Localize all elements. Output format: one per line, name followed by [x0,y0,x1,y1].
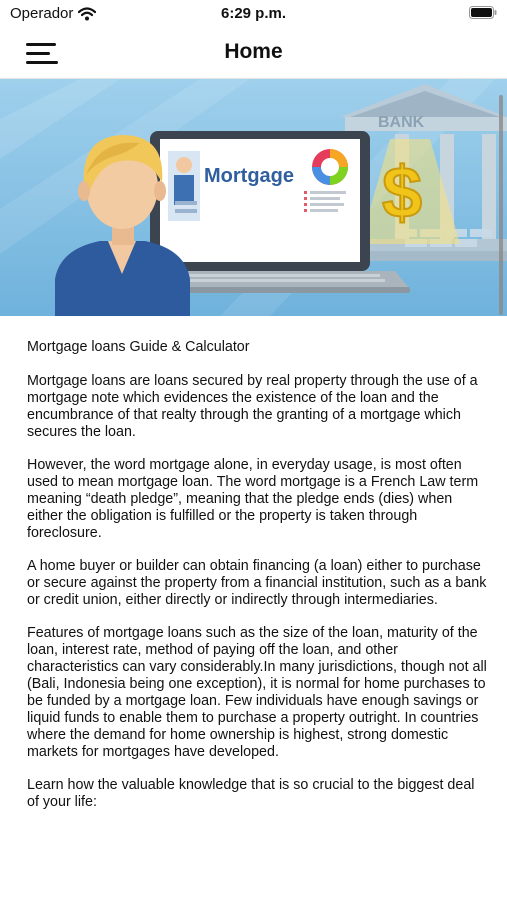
bank-sign-text: BANK [378,114,425,131]
status-bar [0,0,507,30]
mortgage-banner-image [0,79,507,316]
navigation-bar [0,30,507,79]
vertical-scrollbar[interactable] [499,95,503,315]
page-title: Home [224,40,283,63]
carrier-name: Operador [10,5,74,22]
article-paragraph: Features of mortgage loans such as the size of the loan, maturity of the loan, interest rate, method of paying off the loan, and other characteristics can vary considerably.In many jurisdictions, though not all (Bali, Indonesia being one exception), it is normal for home purchases to be funded by a mortgage loan. Few individuals have enough savings or liquid funds to enable them to purchase a property outright. In countries where the demand for home ownership is highest, strong domestic markets for mortgages have developed. [27,625,487,760]
donut-chart-graphic [312,149,348,185]
laptop-screen-title: Mortgage [204,165,294,187]
article-paragraph: However, the word mortgage alone, in everyday usage, is most often used to mean mortgage loan. The word mortgage is a French Law term meaning “death pledge”, meaning that the pledge ends (dies) when either the obligation is fulfilled or the property is taken through foreclosure. [27,457,479,541]
article-paragraph: A home buyer or builder can obtain financing (a loan) either to purchase or secure against the property from a financial institution, such as a bank or credit union, either directly or indirectly through intermediaries. [27,558,487,608]
article-content [27,339,487,827]
status-time: 6:29 p.m. [220,5,287,22]
article-paragraph: Mortgage loans are loans secured by real property through the use of a mortgage note which evidences the existence of the loan and the encumbrance of that realty through the granting of a mortgage which secures the loan. [27,373,478,440]
battery-icon [469,6,497,19]
dollar-sign-graphic: $ [382,153,423,233]
article-title: Mortgage loans Guide & Calculator [27,339,250,355]
article-paragraph: Learn how the valuable knowledge that is so crucial to the biggest deal of your life: [27,777,475,810]
